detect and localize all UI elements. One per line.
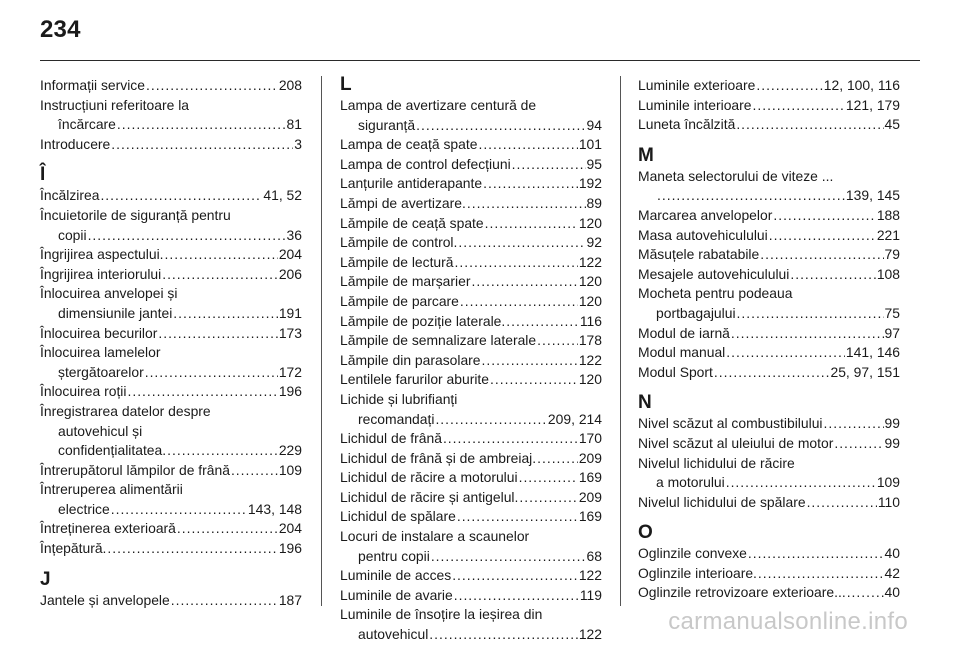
dot-leaders	[111, 135, 293, 155]
dot-leaders	[773, 206, 875, 226]
index-entry-text: Înlocuirea becurilor	[40, 324, 158, 341]
index-entry-text: Luminile exterioare	[638, 77, 756, 93]
index-entry	[638, 245, 900, 265]
index-entry-text: Întreruperea alimentării	[40, 481, 183, 498]
index-entry-text: Modul manual	[638, 344, 726, 361]
index-entry	[638, 363, 900, 383]
index-entry-text: Lichidul de frână	[340, 430, 442, 447]
index-entry-text: Încuietorile de siguranță pentru	[40, 206, 231, 223]
dot-leaders	[173, 304, 278, 324]
index-entry	[340, 507, 602, 527]
dot-leaders	[171, 591, 278, 611]
index-entry-text: Instrucțiuni referitoare la	[40, 96, 190, 113]
index-page-ref: 178	[578, 332, 602, 349]
index-entry-text: dimensiunile jantei	[58, 304, 173, 321]
index-page-ref: 188	[876, 206, 900, 223]
index-entry	[40, 186, 302, 206]
dot-leaders	[512, 155, 586, 175]
index-entry	[638, 583, 900, 603]
index-entry	[340, 527, 602, 566]
index-entry-text: Înlocuirea anvelopei și	[40, 285, 178, 302]
index-page-ref: 143, 148	[247, 500, 302, 517]
index-entry	[340, 586, 602, 606]
dot-leaders	[537, 331, 578, 351]
index-entry	[40, 539, 302, 559]
dot-leaders	[834, 434, 883, 454]
dot-leaders	[107, 539, 277, 559]
dot-leaders	[111, 500, 247, 520]
index-entry	[340, 488, 602, 508]
index-entry	[340, 292, 602, 312]
dot-leaders	[478, 135, 577, 155]
dot-leaders	[460, 292, 578, 312]
dot-leaders	[731, 324, 884, 344]
index-entry-text: Nivel scăzut al combustibilului	[638, 415, 823, 432]
dot-leaders	[756, 76, 822, 96]
index-page-ref: 172	[278, 363, 302, 380]
index-page-ref: 81	[286, 116, 302, 133]
index-page-ref: 3	[294, 135, 302, 152]
index-entry-text: Luminile de acces	[340, 567, 452, 584]
column-divider	[620, 76, 621, 606]
index-entry-text: Lampa de ceață spate	[340, 136, 478, 153]
index-page-ref: 99	[884, 434, 900, 451]
index-letter-heading: L	[340, 74, 352, 95]
index-page-ref: 97	[884, 324, 900, 341]
index-page-ref: 75	[884, 304, 900, 321]
index-page-ref: 89	[586, 194, 602, 211]
index-entry-text: Lămpile de ceață spate	[340, 214, 484, 231]
index-entry-text: Mesajele autovehiculului	[638, 265, 790, 282]
index-entry-text: ștergătoarelor	[58, 363, 144, 380]
watermark: carmanualsonline.info	[668, 608, 908, 635]
index-entry-text: a motorului	[656, 474, 725, 491]
index-entry-text: Luminile de însoțire la ieșirea din	[340, 606, 543, 623]
index-entry-text: Lămpile din parasolare	[340, 351, 481, 368]
index-entry	[40, 96, 302, 135]
index-page-ref: 204	[278, 520, 302, 537]
index-entry	[340, 331, 602, 351]
index-page-ref: 122	[578, 626, 602, 643]
index-entry-text: Lămpile de marșarier	[340, 273, 471, 290]
index-entry	[638, 434, 900, 454]
index-entry	[638, 343, 900, 363]
index-column-1	[40, 76, 302, 610]
index-entry-text: Lichidul de spălare	[340, 508, 456, 525]
index-letter-heading: M	[638, 144, 654, 166]
dot-leaders	[416, 116, 585, 136]
index-page-ref: 101	[578, 136, 602, 153]
dot-leaders	[758, 564, 884, 584]
index-entry	[340, 468, 602, 488]
index-entry-text: recomandați	[358, 410, 435, 427]
dot-leaders	[506, 312, 579, 332]
index-page-ref: 120	[578, 214, 602, 231]
index-entry-text: Lichidul de răcire a motorului	[340, 469, 518, 486]
index-entry	[638, 96, 900, 116]
index-page-ref: 141, 146	[845, 344, 900, 361]
index-entry	[638, 226, 900, 246]
index-entry-text: Modul Sport	[638, 363, 713, 380]
index-entry	[340, 233, 602, 253]
dot-leaders	[146, 76, 278, 96]
dot-leaders	[807, 493, 877, 513]
index-entry	[638, 324, 900, 344]
index-page-ref: 25, 97, 151	[830, 363, 900, 380]
index-entry-text: siguranță	[358, 116, 416, 133]
index-entry	[40, 265, 302, 285]
dot-leaders	[458, 233, 585, 253]
index-entry	[638, 206, 900, 226]
index-entry-text: Lămpile de lectură	[340, 253, 454, 270]
index-entry	[40, 324, 302, 344]
index-entry	[638, 414, 900, 434]
index-entry	[340, 194, 602, 214]
index-page-ref: 204	[278, 246, 302, 263]
index-letter-heading: N	[638, 392, 652, 414]
index-page-ref: 170	[578, 430, 602, 447]
index-entry-text: Nivelul lichidului de răcire	[638, 454, 795, 471]
dot-leaders	[726, 343, 845, 363]
index-entry-text: Luminile interioare	[638, 96, 752, 113]
index-page-ref: 99	[884, 415, 900, 432]
dot-leaders	[162, 265, 278, 285]
index-entry	[40, 206, 302, 245]
index-entry-text: Încălzirea	[40, 187, 100, 204]
index-page-ref: 108	[876, 265, 900, 282]
dot-leaders	[726, 473, 876, 493]
index-page-ref: 191	[278, 304, 302, 321]
index-entry	[40, 461, 302, 481]
index-page-ref: 95	[586, 155, 602, 172]
index-entry	[340, 429, 602, 449]
index-entry	[40, 284, 302, 323]
index-entry-text: Lampa de avertizare centură de	[340, 97, 537, 113]
index-entry-text: Luminile de avarie	[340, 586, 453, 603]
index-entry-text: Înregistrarea datelor despre	[40, 402, 211, 419]
dot-leaders	[737, 304, 884, 324]
index-page-ref: 109	[278, 461, 302, 478]
dot-leaders	[736, 115, 883, 135]
index-entry	[340, 566, 602, 586]
index-page-ref: 169	[578, 508, 602, 525]
index-entry	[40, 76, 302, 96]
index-entry	[638, 167, 900, 206]
index-page-ref: 196	[278, 383, 302, 400]
dot-leaders	[657, 186, 845, 206]
index-entry-text: portbagajului	[656, 304, 736, 321]
dot-leaders	[483, 174, 578, 194]
dot-leaders	[231, 461, 278, 481]
index-entry	[340, 155, 602, 175]
index-page-ref: 221	[876, 226, 900, 243]
index-column-3	[638, 76, 900, 603]
dot-leaders	[519, 488, 577, 508]
dot-leaders	[847, 583, 884, 603]
page-number: 234	[40, 16, 81, 43]
dot-leaders	[769, 226, 876, 246]
dot-leaders	[490, 370, 578, 390]
index-entry	[40, 480, 302, 519]
index-entry-text: Nivel scăzut al uleiului de motor	[638, 434, 834, 451]
index-entry-text: Informații service	[40, 77, 145, 93]
index-page-ref: 120	[578, 292, 602, 309]
index-entry	[340, 135, 602, 155]
dot-leaders	[482, 351, 578, 371]
index-entry	[340, 174, 602, 194]
dot-leaders	[88, 226, 286, 246]
dot-leaders	[824, 414, 884, 434]
index-entry-text: electrice	[58, 500, 110, 517]
dot-leaders	[760, 245, 883, 265]
index-entry	[638, 493, 900, 513]
index-entry-text: Măsuțele rabatabile	[638, 246, 760, 263]
dot-leaders	[443, 429, 578, 449]
index-page-ref: 94	[586, 116, 602, 133]
index-entry	[40, 382, 302, 402]
index-entry	[340, 351, 602, 371]
index-entry-text: Lămpile de semnalizare laterale	[340, 332, 537, 349]
index-entry-text: Lichidul de răcire și antigelul.	[340, 488, 519, 505]
index-entry	[340, 370, 602, 390]
index-page-ref: 68	[586, 547, 602, 564]
index-entry	[340, 214, 602, 234]
index-entry-text: Modul de iarnă	[638, 324, 730, 341]
dot-leaders	[435, 410, 546, 430]
index-entry-text: copii	[58, 226, 87, 243]
index-entry-text: Oglinzile retrovizoare exterioare...	[638, 584, 846, 601]
index-entry-text: Lămpile de poziție laterale.	[340, 312, 506, 329]
index-page-ref: 40	[884, 584, 900, 601]
index-entry-text: Nivelul lichidului de spălare	[638, 493, 806, 510]
index-entry-text: Înlocuirea roții	[40, 383, 127, 400]
index-entry-text: Lanțurile antiderapante	[340, 175, 483, 192]
index-entry	[40, 343, 302, 382]
dot-leaders	[790, 265, 875, 285]
index-entry	[638, 564, 900, 584]
dot-leaders	[485, 214, 578, 234]
dot-leaders	[167, 441, 278, 461]
index-page-ref: 121, 179	[845, 96, 900, 113]
dot-leaders	[431, 547, 586, 567]
index-page-ref: 169	[578, 469, 602, 486]
dot-leaders	[454, 586, 579, 606]
index-page-ref: 122	[578, 567, 602, 584]
index-page-ref: 139, 145	[845, 187, 900, 204]
index-entry	[340, 390, 602, 429]
dot-leaders	[145, 363, 278, 383]
index-page-ref: 122	[578, 253, 602, 270]
index-page-ref: 196	[278, 540, 302, 557]
index-entry	[638, 544, 900, 564]
index-page-ref: 36	[286, 226, 302, 243]
index-entry-text: pentru copii	[358, 547, 430, 564]
dot-leaders	[452, 566, 578, 586]
index-entry	[40, 135, 302, 155]
index-entry	[638, 76, 900, 96]
index-entry-text: confidențialitatea.	[58, 442, 167, 459]
index-entry	[340, 253, 602, 273]
index-page-ref: 120	[578, 273, 602, 290]
dot-leaders	[467, 194, 586, 214]
index-entry-text: autovehicul și	[58, 422, 143, 439]
index-page-ref: 92	[586, 234, 602, 251]
index-entry	[638, 115, 900, 135]
dot-leaders	[117, 115, 286, 135]
index-entry-text: încărcare	[58, 116, 116, 133]
dot-leaders	[471, 272, 577, 292]
index-page-ref: 229	[278, 442, 302, 459]
dot-leaders	[714, 363, 830, 383]
index-entry-text: Maneta selectorului de viteze ...	[638, 167, 834, 184]
index-letter-heading: O	[638, 522, 653, 544]
index-page-ref: 173	[278, 324, 302, 341]
index-entry	[340, 449, 602, 469]
index-entry	[40, 402, 302, 461]
index-page-ref: 109	[876, 474, 900, 491]
index-entry	[340, 96, 602, 135]
index-letter-heading: Î	[40, 164, 46, 186]
dot-leaders	[457, 507, 578, 527]
dot-leaders	[537, 449, 578, 469]
index-column-2	[340, 76, 602, 645]
index-entry-text: Locuri de instalare a scaunelor	[340, 528, 530, 545]
index-page-ref: 209	[578, 488, 602, 505]
index-entry-text: Îngrijirea interiorului	[40, 265, 162, 282]
index-entry	[40, 591, 302, 611]
dot-leaders	[158, 324, 277, 344]
index-entry-text: Lămpile de control.	[340, 234, 458, 251]
dot-leaders	[165, 245, 278, 265]
index-letter-heading: J	[40, 568, 51, 590]
dot-leaders	[519, 468, 578, 488]
index-entry-text: Lămpi de avertizare.	[340, 194, 466, 211]
index-page-ref: 119	[579, 586, 602, 603]
index-page-ref: 110	[877, 493, 900, 510]
index-entry-text: Masa autovehiculului	[638, 226, 768, 243]
index-page-ref: 12, 100, 116	[823, 77, 900, 93]
index-entry	[340, 272, 602, 292]
index-page-ref: 209, 214	[547, 410, 602, 427]
index-page-ref: 45	[884, 116, 900, 133]
dot-leaders	[748, 544, 884, 564]
index-entry-text: Lichide și lubrifianți	[340, 390, 458, 407]
dot-leaders	[177, 519, 278, 539]
index-entry-text: Lentilele farurilor aburite	[340, 371, 490, 388]
dot-leaders	[127, 382, 277, 402]
index-entry-text: Jantele și anvelopele	[40, 591, 170, 608]
dot-leaders	[100, 186, 262, 206]
index-entry	[40, 519, 302, 539]
index-entry	[638, 265, 900, 285]
index-entry	[340, 312, 602, 332]
index-entry-text: Întrerupătorul lămpilor de frână	[40, 461, 230, 478]
index-entry-text: Înlocuirea lamelelor	[40, 344, 161, 361]
index-entry	[40, 245, 302, 265]
index-page-ref: 206	[278, 265, 302, 282]
index-entry	[340, 605, 602, 644]
index-entry-text: Întreținerea exterioară	[40, 520, 176, 537]
index-page-ref: 116	[579, 312, 602, 329]
index-entry-text: Luneta încălzită	[638, 116, 736, 133]
index-page-ref: 40	[884, 545, 900, 562]
index-entry-text: Marcarea anvelopelor	[638, 206, 773, 223]
index-page-ref: 209	[578, 449, 602, 466]
dot-leaders	[455, 253, 578, 273]
column-divider	[321, 76, 322, 606]
index-entry-text: Îngrijirea aspectului.	[40, 246, 164, 263]
header-rule	[40, 60, 920, 61]
index-entry	[638, 284, 900, 323]
index-page-ref: 122	[578, 351, 602, 368]
index-page-ref: 42	[884, 564, 900, 581]
index-entry	[638, 454, 900, 493]
index-entry-text: Înțepătură.	[40, 540, 107, 557]
index-entry-text: Mocheta pentru podeaua	[638, 285, 793, 302]
index-page-ref: 120	[578, 371, 602, 388]
index-entry-text: Lichidul de frână și de ambreiaj.	[340, 449, 537, 466]
index-page-ref: 208	[278, 77, 302, 93]
index-page-ref: 187	[278, 591, 302, 608]
index-entry-text: Oglinzile interioare.	[638, 564, 757, 581]
index-entry-text: Introducere	[40, 135, 111, 152]
index-entry-text: autovehicul	[358, 626, 429, 643]
dot-leaders	[753, 96, 845, 116]
index-entry-text: Oglinzile convexe	[638, 545, 747, 562]
index-page-ref: 41, 52	[263, 187, 302, 204]
index-page-ref: 192	[578, 175, 602, 192]
index-entry-text: Lampa de control defecțiuni	[340, 155, 511, 172]
index-page-ref: 79	[884, 246, 900, 263]
index-entry-text: Lămpile de parcare	[340, 292, 459, 309]
